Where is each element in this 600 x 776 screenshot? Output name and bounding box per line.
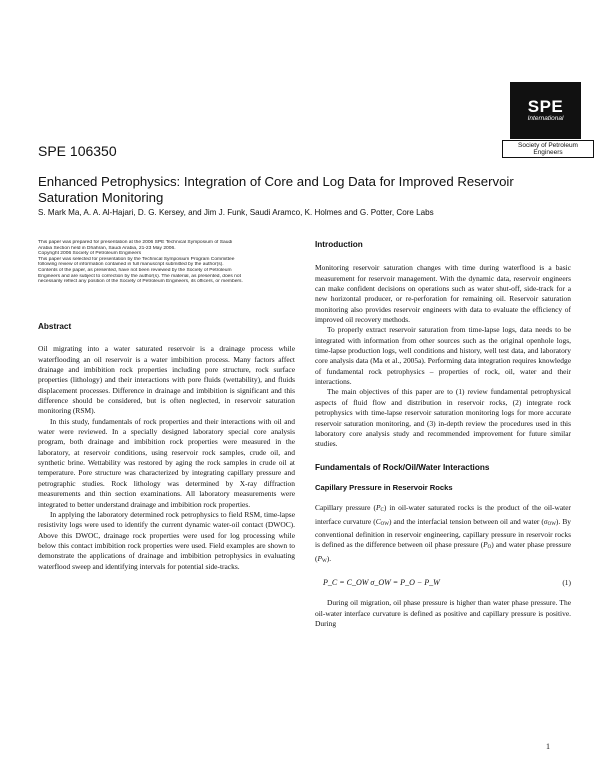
authors: S. Mark Ma, A. A. Al-Hajari, D. G. Kersey, and Jim J. Funk, Saudi Aramco, K. Holmes and G. Potter, Core Labs bbox=[38, 208, 434, 217]
equation-number: (1) bbox=[562, 577, 571, 587]
symbol-pc: P bbox=[375, 503, 381, 513]
equation-row bbox=[315, 578, 571, 588]
abstract-heading: Abstract bbox=[38, 322, 72, 331]
introduction-paragraph-2: To properly extract reservoir saturation from time-lapse logs, data needs to be integrated with information from other sources such as the original openhole logs, time-lapse production logs, well conditions and history, well test data, and laboratory core analysis data (Ma et al., 2005a). Performing data integration requires knowledge of fundamental rock petrophysics – properties of rock, oil, water and their interactions. bbox=[315, 325, 571, 387]
notice-line: necessarily reflect any position of the Society of Petroleum Engineers, its officers, or members. bbox=[38, 279, 243, 285]
spe-logo bbox=[510, 82, 581, 156]
text-run: Capillary pressure ( bbox=[315, 503, 376, 513]
paper-title bbox=[38, 174, 558, 206]
spe-logo-caption: Society of Petroleum Engineers bbox=[502, 140, 594, 158]
symbol-sigma: σ bbox=[543, 516, 548, 526]
spe-logo-mark bbox=[510, 82, 581, 139]
right-column bbox=[315, 240, 571, 629]
text-run: ). bbox=[326, 553, 332, 563]
symbol-pc-subscript: C bbox=[380, 508, 384, 514]
introduction-paragraph-1: Monitoring reservoir saturation changes with time during waterflood is a basic measurement for reservoir management. With the dynamic data, reservoir engineers can make confident decisions on operations such as water shut-off, side-track for a new horizontal producer, or re-perforation for remaining oil. Reservoir saturation monitoring also provides reservoir engineers with data to evaluate the efficiency of improved oil recovery methods. bbox=[315, 263, 571, 325]
paper-title-line-2: Saturation Monitoring bbox=[38, 190, 164, 205]
symbol-pw-subscript: W bbox=[322, 558, 327, 564]
spe-logo-name: SPE bbox=[527, 96, 564, 116]
introduction-paragraph-3: The main objectives of this paper are to (1) review fundamental petrophysical aspects of fluid flow and distribution in reservoir rocks, (2) integrate rock petrophysics with time-lapse reservoir saturation monitoring logs for more accurate reservoir saturation monitoring, and (3) in-depth review the procedures used in this laboratory core analysis study and recommended improvement for future similar studies. bbox=[315, 387, 571, 449]
abstract-section bbox=[38, 322, 295, 572]
paper-number: SPE 106350 bbox=[38, 143, 117, 159]
symbol-cow: C bbox=[375, 516, 381, 526]
page-number: 1 bbox=[546, 742, 550, 751]
capillary-paragraph-2: During oil migration, oil phase pressure is higher than water phase pressure. The oil-water interface curvature is defined as positive and capillary pressure is positive. During bbox=[315, 598, 571, 628]
symbol-cow-subscript: OW bbox=[380, 521, 390, 527]
notice-line: Contents of the paper, as presented, have not been reviewed by the Society of Petroleum bbox=[38, 267, 232, 273]
capillary-pressure-subheading: Capillary Pressure in Reservoir Rocks bbox=[315, 482, 453, 492]
notice-line: This paper was selected for presentation by the Technical Symposium Program Committee bbox=[38, 256, 235, 262]
notice-line: Engineers and are subject to correction by the author(s). The material, as presented, does not bbox=[38, 273, 241, 279]
notice-line: Copyright 2006 Society of Petroleum Engineers bbox=[38, 251, 142, 257]
fundamentals-heading: Fundamentals of Rock/Oil/Water Interactions bbox=[315, 462, 490, 472]
notice-line: Arabia Section held in Dhahran, Saudi Arabia, 21-23 May 2006. bbox=[38, 245, 176, 251]
capillary-paragraph-1 bbox=[315, 503, 571, 567]
paper-title-line-1: Enhanced Petrophysics: Integration of Core and Log Data for Improved Reservoir bbox=[38, 174, 514, 189]
symbol-pw: P bbox=[317, 553, 323, 563]
text-run: ) in oil-water saturated rocks is the product of the oil-water interface curvature ( bbox=[315, 503, 571, 526]
text-run: ) and water phase pressure ( bbox=[315, 540, 572, 563]
abstract-paragraph-1: Oil migrating into a water saturated reservoir is a drainage process while waterflooding an oil reservoir is a water imbibition process. Many factors affect drainage and imbibition rock properties including pore structure, rock surface properties (lithology) and their interactions with pore fluids (wettability), and fluids displacement processes. Difference in drainage and imbibition is significant and this difference should be considered, but is often neglected, in reservoir saturation monitoring (RSM). bbox=[38, 344, 295, 416]
abstract-paragraph-2: In this study, fundamentals of rock properties and their interactions with oil and water were reviewed. In a specially designed laboratory special core analysis program, both drainage and imbibition rock properties were measured in the laboratory, at reservoir conditions, using reservoir rock samples, crude oil, and synthetic brine. Wettability was restored by aging the rock samples in crude oil at temperature. Pore structure was characterized by integrating capillary pressure and petrographic studies. Rock lithology was determined by X-ray diffraction measurements and thin section examinations. All laboratory measurements were integrated to better understand drainage and imbibition rock properties. bbox=[38, 416, 295, 509]
notice-line: This paper was prepared for presentation at the 2006 SPE Technical Symposium of Saudi bbox=[38, 240, 233, 245]
abstract-paragraph-3: In applying the laboratory determined rock petrophysics to field RSM, time-lapse resistivity logs were used to identify the current dynamic water-oil contact (DWOC). Above this DWOC, drainage rock properties were used for log processing while below this contact imbibition rock properties were used. Field examples are shown to demonstrate the applications of drainage and imbibition petrophysics in evaluating waterflood sweep and identifying intervals for potential side-tracks. bbox=[38, 509, 295, 571]
symbol-sigma-subscript: OW bbox=[547, 521, 556, 527]
notice-line: following review of information contained in full manuscript submitted by the author(s). bbox=[38, 262, 224, 268]
text-run: ) and the interfacial tension between oil and water ( bbox=[389, 516, 544, 526]
introduction-heading: Introduction bbox=[315, 240, 363, 249]
equation-1: P_C = C_OW σ_OW = P_O − P_W bbox=[323, 577, 440, 587]
symbol-po: P bbox=[483, 540, 488, 550]
spe-logo-sub: International bbox=[527, 114, 564, 122]
text-run: ). By conventional definition in reservoir engineering, capillary pressure in reservoir rocks is defined as the difference between oil phase pressure ( bbox=[315, 516, 572, 550]
symbol-po-subscript: O bbox=[487, 545, 492, 551]
copyright-notice bbox=[38, 240, 296, 285]
